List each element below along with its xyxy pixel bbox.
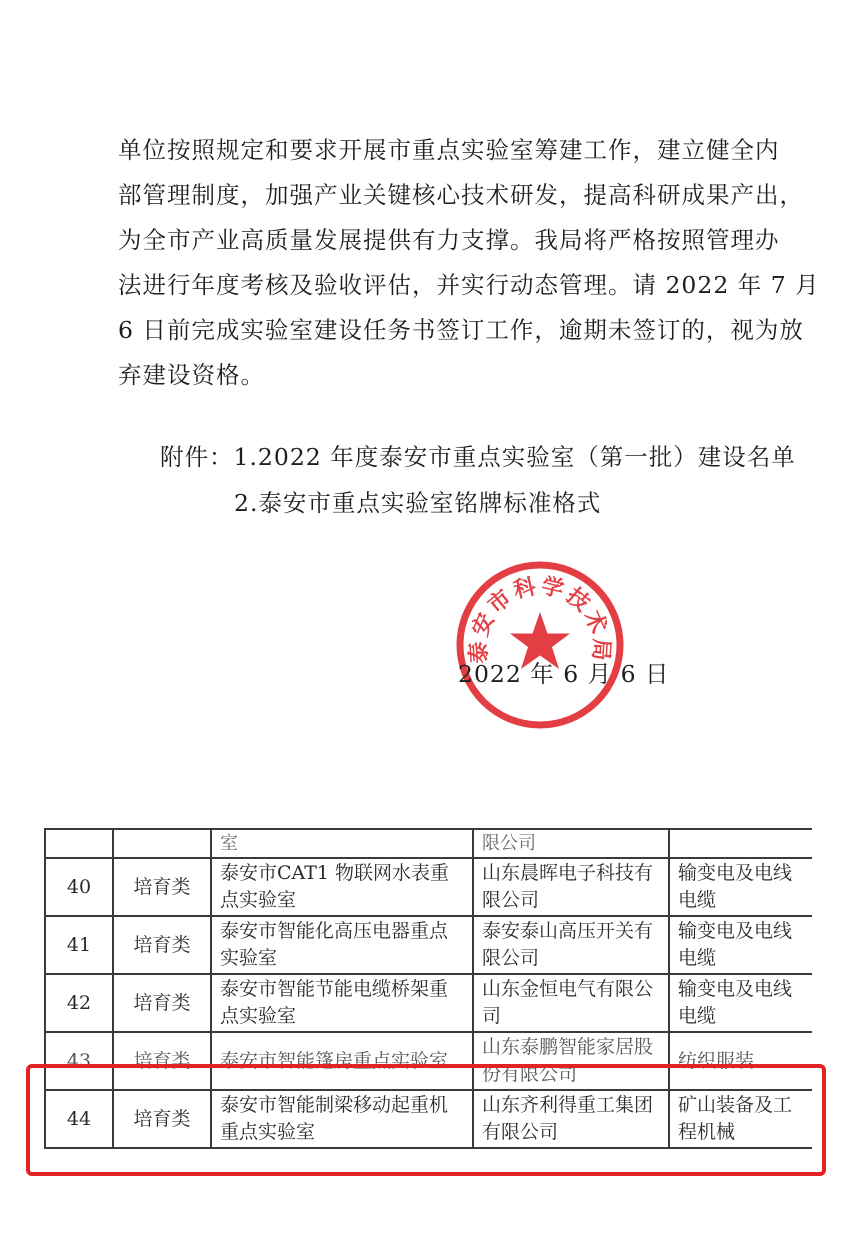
- document-date: 2022 年 6 月 6 日: [458, 660, 670, 688]
- cell-company: 山东齐利得重工集团有限公司: [473, 1090, 669, 1148]
- attachment-1: 附件：1.2022 年度泰安市重点实验室（第一批）建设名单: [160, 443, 796, 471]
- table-row: [45, 916, 812, 974]
- paragraph-line: 6 日前完成实验室建设任务书签订工作，逾期未签订的，视为放: [118, 316, 804, 344]
- cell-field: 输变电及电线电缆: [669, 858, 812, 916]
- body-paragraph: [118, 128, 820, 398]
- cell-field: 纺织服装: [669, 1032, 812, 1090]
- cell-num: [45, 829, 113, 858]
- cell-num: 44: [45, 1090, 113, 1148]
- cell-type: 培育类: [113, 858, 211, 916]
- cell-name: 泰安市CAT1 物联网水表重点实验室: [211, 858, 473, 916]
- paragraph-line: 法进行年度考核及验收评估，并实行动态管理。请 2022 年 7 月: [118, 271, 820, 299]
- cell-type: [113, 829, 211, 858]
- paragraph-line: 部管理制度，加强产业关键核心技术研发，提高科研成果产出，: [118, 181, 804, 209]
- official-seal: [455, 560, 625, 730]
- attachment-2: 2.泰安市重点实验室铭牌标准格式: [234, 489, 602, 517]
- cell-company: 限公司: [473, 829, 669, 858]
- cell-name: 泰安市智能节能电缆桥架重点实验室: [211, 974, 473, 1032]
- cell-type: 培育类: [113, 974, 211, 1032]
- table-row: [45, 858, 812, 916]
- cell-num: 40: [45, 858, 113, 916]
- cell-field: 输变电及电线电缆: [669, 916, 812, 974]
- cell-type: 培育类: [113, 1090, 211, 1148]
- cell-company: 山东金恒电气有限公司: [473, 974, 669, 1032]
- paragraph-line: 单位按照规定和要求开展市重点实验室筹建工作，建立健全内: [118, 136, 780, 164]
- table-row-cut: [45, 829, 812, 858]
- seal-text: 泰安市科学技术局: [465, 572, 615, 665]
- cell-field: 输变电及电线电缆: [669, 974, 812, 1032]
- cell-num: 41: [45, 916, 113, 974]
- cell-num: 43: [45, 1032, 113, 1090]
- cell-field: 矿山装备及工程机械: [669, 1090, 812, 1148]
- cell-company: 山东晨晖电子科技有限公司: [473, 858, 669, 916]
- cell-num: 42: [45, 974, 113, 1032]
- table-row: [45, 974, 812, 1032]
- cell-name: 泰安市智能化高压电器重点实验室: [211, 916, 473, 974]
- paragraph-line: 为全市产业高质量发展提供有力支撑。我局将严格按照管理办: [118, 226, 780, 254]
- highlight-box: [26, 1064, 826, 1176]
- cell-company: 泰安泰山高压开关有限公司: [473, 916, 669, 974]
- cell-name: 室: [211, 829, 473, 858]
- cell-company: 山东泰鹏智能家居股份有限公司: [473, 1032, 669, 1090]
- cell-type: 培育类: [113, 916, 211, 974]
- cell-name: 泰安市智能制梁移动起重机重点实验室: [211, 1090, 473, 1148]
- paragraph-line: 弃建设资格。: [118, 361, 265, 389]
- cell-field: [669, 829, 812, 858]
- cell-type: 培育类: [113, 1032, 211, 1090]
- cell-name: 泰安市智能篷房重点实验室: [211, 1032, 473, 1090]
